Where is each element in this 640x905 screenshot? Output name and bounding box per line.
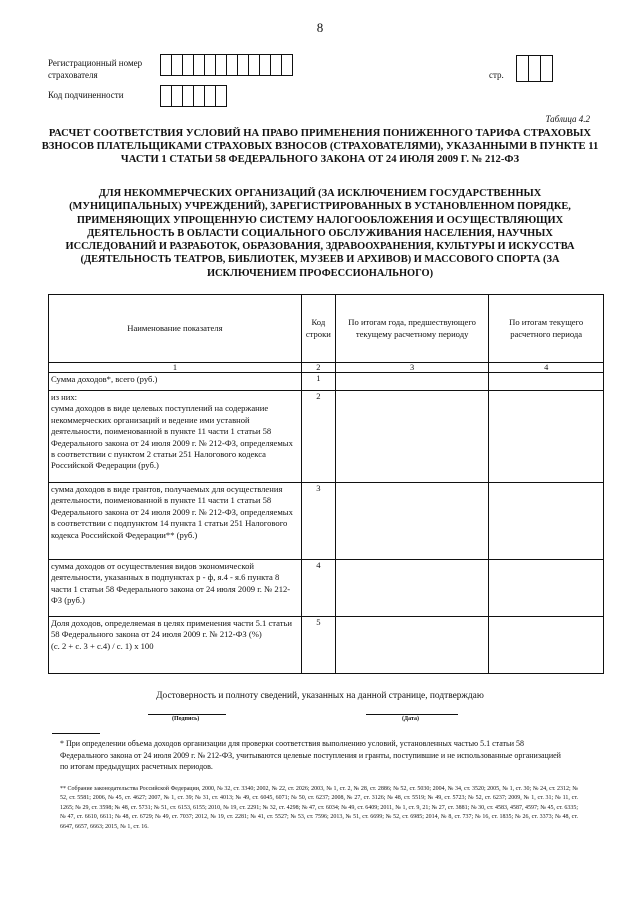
column-number-row (49, 363, 604, 373)
footnote-divider (52, 733, 100, 734)
table-row (49, 617, 604, 674)
header-indicator: Наименование показателя (49, 295, 302, 363)
row-name: из них: сумма доходов в виде целевых поступлений на содержание некоммерческих организаций и ведение ими уставной деятельности, поименованной в пункте 11 части 1 статьи 58 Федерального закона от 24 июля 2009 г. № 212-ФЗ, определяемых в соответствии с пунктом 2 статьи 251 Налогового кодекса Российской Федерации (руб.) (49, 391, 302, 483)
row-code: 5 (301, 617, 335, 674)
table-row (49, 391, 604, 483)
reg-number-field[interactable] (160, 54, 292, 76)
header-prev-year: По итогам года, предшествующего текущему расчетному периоду (335, 295, 489, 363)
prev-year-value[interactable] (335, 483, 489, 560)
current-period-value[interactable] (489, 560, 604, 617)
column-number: 3 (335, 363, 489, 373)
document-subtitle: ДЛЯ НЕКОММЕРЧЕСКИХ ОРГАНИЗАЦИЙ (ЗА ИСКЛЮЧЕНИЕМ ГОСУДАРСТВЕННЫХ (МУНИЦИПАЛЬНЫХ) УЧРЕЖДЕНИЙ), ЗАРЕГИСТРИРОВАННЫХ В УСТАНОВЛЕННОМ ПОРЯДКЕ, ПРИМЕНЯЮЩИХ УПРОЩЕННУЮ СИСТЕМУ НАЛОГООБЛОЖЕНИЯ И ОСУЩЕСТВЛЯЮЩИХ ДЕЯТЕЛЬНОСТЬ В ОБЛАСТИ СОЦИАЛЬНОГО ОБСЛУЖИВАНИЯ НАСЕЛЕНИЯ, НАУЧНЫХ ИССЛЕДОВАНИЙ И РАЗРАБОТОК, ОБРАЗОВАНИЯ, ЗДРАВООХРАНЕНИЯ, КУЛЬТУРЫ И ИСКУССТВА (ДЕЯТЕЛЬНОСТЬ ТЕАТРОВ, БИБЛИОТЕК, МУЗЕЕВ И АРХИВОВ) И МАССОВОГО СПОРТА (ЗА ИСКЛЮЧЕНИЕМ ПРОФЕССИОНАЛЬНОГО) (65, 188, 575, 279)
table-row (49, 560, 604, 617)
row-code: 2 (301, 391, 335, 483)
prev-year-value[interactable] (335, 617, 489, 674)
date-line[interactable] (366, 714, 458, 715)
footnote-legislation: ** Собрание законодательства Российской Федерации, 2000, № 32, ст. 3340; 2002, № 22, ст. 2026; 2003, № 1, ст. 2, № 28, ст. 2886; № 52, ст. 5030; 2004, № 34, ст. 3520; 2005, № 1, ст. 30; № 24, ст. 2312; № 52, ст. 5581; 2006, № 45, ст. 4627; 2007, № 1, ст. 39; № 31, ст. 4013; № 49, ст. 6045, 6071; № 50, ст. 6237; 2008, № 27, ст. 3126; № 48, ст. 5519; № 49, ст. 5723; № 52, ст. 6237; 2009, № 1, ст. 31; № 11, ст. 1265; № 29, ст. 3598; № 48, ст. 5731; № 51, ст. 6153, 6155; 2010, № 19, ст. 2291; № 32, ст. 4298; № 47, ст. 6034; № 49, ст. 6409; 2011, № 1, ст. 9, 21; № 27, ст. 3881; № 30, ст. 4583, 4587, 4597; № 45, ст. 6335; № 47, ст. 6610, 6611; № 48, ст. 6729; № 49, ст. 7037; 2012, № 19, ст. 2281; № 41, ст. 5527; № 53, ст. 7596; 2013, № 51, ст. 6699; № 52, ст. 6985; 2014, № 8, ст. 737; № 16, ст. 1835; № 26, ст. 3373; № 48, ст. 6647, 6657, 6663; 2015, № 1, ст. 16. (60, 786, 578, 830)
row-code: 4 (301, 560, 335, 617)
header-code: Код строки (301, 295, 335, 363)
header-current-period: По итогам текущего расчетного периода (489, 295, 604, 363)
signature-caption: (Подпись) (172, 716, 200, 722)
row-code: 1 (301, 373, 335, 391)
row-code: 3 (301, 483, 335, 560)
prev-year-value[interactable] (335, 560, 489, 617)
current-period-value[interactable] (489, 391, 604, 483)
subordination-code-label: Код подчиненности (48, 90, 124, 100)
table-label: Таблица 4.2 (545, 114, 590, 124)
table-row (49, 373, 604, 391)
signature-line[interactable] (148, 714, 226, 715)
date-caption: (Дата) (402, 716, 419, 722)
prev-year-value[interactable] (335, 391, 489, 483)
table-header-row (49, 295, 604, 363)
row-name: Сумма доходов*, всего (руб.) (49, 373, 302, 391)
current-period-value[interactable] (489, 617, 604, 674)
document-title: РАСЧЕТ СООТВЕТСТВИЯ УСЛОВИЙ НА ПРАВО ПРИМЕНЕНИЯ ПОНИЖЕННОГО ТАРИФА СТРАХОВЫХ ВЗНОСОВ ПЛАТЕЛЬЩИКАМИ СТРАХОВЫХ ВЗНОСОВ (СТРАХОВАТЕЛЯМИ), УКАЗАННЫМИ В ПУНКТЕ 11 ЧАСТИ 1 СТАТЬИ 58 ФЕДЕРАЛЬНОГО ЗАКОНА ОТ 24 ИЮЛЯ 2009 Г. № 212-ФЗ (41, 128, 599, 166)
column-number: 1 (49, 363, 302, 373)
column-number: 4 (489, 363, 604, 373)
subordination-code-field[interactable] (160, 85, 226, 107)
confirmation-text: Достоверность и полноту сведений, указанных на данной странице, подтверждаю (156, 691, 484, 701)
row-name: Доля доходов, определяемая в целях применения части 5.1 статьи 58 Федерального закона от 24 июля 2009 г. № 212-ФЗ (%) (с. 2 + с. 3 + с.4) / с. 1) х 100 (49, 617, 302, 674)
reg-number-label: Регистрационный номер страхователя (48, 58, 143, 80)
prev-year-value[interactable] (335, 373, 489, 391)
column-number: 2 (301, 363, 335, 373)
page-field-label: стр. (489, 70, 504, 80)
row-name: сумма доходов в виде грантов, получаемых для осуществления деятельности, поименованной в пункте 11 части 1 статьи 58 Федерального закона от 24 июля 2009 г. № 212-ФЗ, определяемых в соответствии с подпунктом 14 пункта 1 статьи 251 Налогового кодекса Российской Федерации** (руб.) (49, 483, 302, 560)
table-row (49, 483, 604, 560)
current-period-value[interactable] (489, 483, 604, 560)
calculation-table (48, 294, 604, 674)
page-number: 8 (316, 20, 324, 35)
current-period-value[interactable] (489, 373, 604, 391)
footnote-income: * При определении объема доходов организации для проверки соответствия выполнению условий, установленных частью 5.1 статьи 58 Федерального закона от 24 июля 2009 г. № 212-ФЗ, учитываются целевые поступления и гранты, поступившие и не использованные организацией по итогам предыдущих расчетных периодов. (60, 739, 561, 772)
page-number-field[interactable] (516, 55, 552, 82)
row-name: сумма доходов от осуществления видов экономической деятельности, указанных в подпунктах р - ф, я.4 - я.6 пункта 8 части 1 статьи 58 Федерального закона от 24 июля 2009 г. № 212-ФЗ (руб.) (49, 560, 302, 617)
